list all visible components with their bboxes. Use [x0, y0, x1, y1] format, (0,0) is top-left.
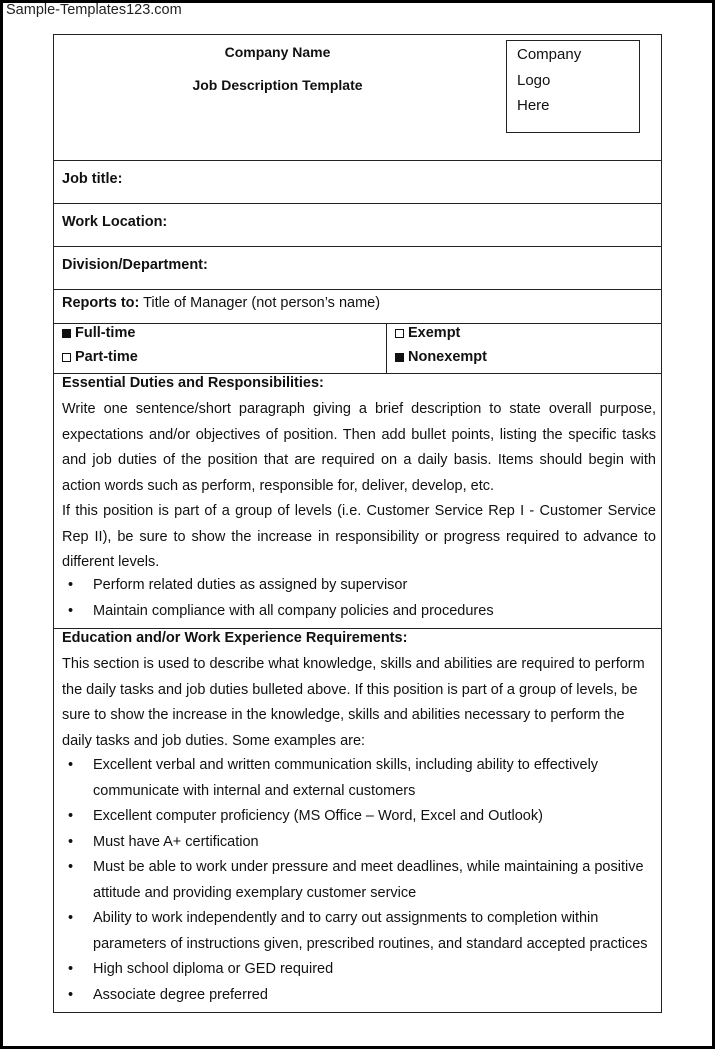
- employment-type-row: [54, 324, 661, 374]
- bullet-icon: •: [68, 577, 74, 593]
- logo-line-3: Here: [517, 97, 550, 114]
- logo-line-1: Company: [517, 46, 582, 63]
- part-time-checkbox[interactable]: [62, 349, 138, 365]
- bullet-icon: •: [68, 986, 74, 1003]
- education-requirements-section: [54, 629, 661, 1011]
- list-item: [62, 830, 656, 856]
- list-item: [62, 906, 656, 957]
- full-time-label: Full-time: [75, 325, 136, 341]
- bullet-icon: •: [68, 833, 74, 850]
- exempt-label: Exempt: [408, 325, 461, 341]
- bullet-icon: •: [68, 808, 74, 824]
- education-requirements-list: [62, 753, 656, 1008]
- essential-duties-paragraph-1: Write one sentence/short paragraph giving a brief description to state overall purpose, expectations and/or objectives of position. Then add bullet points, listing the specific tasks and job duties of the position that are required on a daily basis. Items should begin with action words such as perform, responsible for, deliver, develop, etc.: [62, 401, 656, 494]
- reports-to-label-text: Reports to:: [62, 295, 140, 311]
- division-department-field[interactable]: [54, 247, 661, 290]
- bullet-icon: •: [68, 961, 74, 977]
- reports-to-field[interactable]: [54, 290, 661, 324]
- company-name: Company Name: [224, 44, 331, 60]
- list-item: [62, 957, 656, 983]
- essential-duties-paragraph-2: If this position is part of a group of levels (i.e. Customer Service Rep I - Customer Service Rep II), be sure to show the increase in responsibility or progress required to advance to different levels.: [62, 503, 656, 570]
- column-divider: [386, 324, 387, 373]
- unchecked-box-icon: [395, 329, 404, 338]
- essential-duties-list: [62, 573, 656, 624]
- job-description-form: [53, 34, 662, 1013]
- checked-box-icon: [62, 329, 71, 338]
- nonexempt-checkbox[interactable]: [395, 349, 487, 365]
- list-item-text: Ability to work independently and to carry out assignments to completion within parameters of instructions given, prescribed routines, and standard accepted practices: [93, 910, 648, 952]
- template-title: Job Description Template: [192, 77, 363, 93]
- list-item: [62, 753, 656, 804]
- list-item: [62, 855, 656, 906]
- list-item-text: Must be able to work under pressure and meet deadlines, while maintaining a positive attitude and providing exemplary customer service: [93, 859, 644, 901]
- list-item: [62, 599, 656, 625]
- list-item-text: Associate degree preferred: [93, 986, 268, 1003]
- part-time-label: Part-time: [75, 349, 138, 365]
- reports-to-value: Title of Manager (not person’s name): [139, 295, 381, 311]
- header-row: [54, 35, 661, 161]
- list-item-text: High school diploma or GED required: [93, 961, 334, 977]
- essential-duties-title: Essential Duties and Responsibilities:: [62, 375, 324, 391]
- nonexempt-label: Nonexempt: [408, 349, 487, 365]
- bullet-icon: •: [68, 757, 74, 773]
- list-item-text: Perform related duties as assigned by supervisor: [93, 577, 408, 593]
- list-item-text: Maintain compliance with all company policies and procedures: [93, 602, 494, 619]
- company-logo-placeholder: [506, 40, 640, 133]
- work-location-label: Work Location:: [62, 214, 168, 230]
- list-item: [62, 573, 656, 599]
- essential-duties-section: [54, 374, 661, 629]
- list-item-text: Excellent computer proficiency (MS Office – Word, Excel and Outlook): [93, 808, 543, 824]
- list-item-text: Excellent verbal and written communication skills, including ability to effectively communicate with internal and external customers: [93, 757, 599, 799]
- exempt-checkbox[interactable]: [395, 325, 460, 341]
- logo-line-2: Logo: [517, 72, 551, 89]
- reports-to-label: [62, 295, 380, 311]
- full-time-checkbox[interactable]: [62, 325, 135, 341]
- education-requirements-paragraph: This section is used to describe what knowledge, skills and abilities are required to perform the daily tasks and job duties bulleted above. If this position is part of a group of levels, be sure to show the increase in the knowledge, skills and abilities necessary to perform the daily tasks and job duties. Some examples are:: [62, 656, 645, 749]
- job-title-label: Job title:: [62, 171, 123, 187]
- list-item-text: Must have A+ certification: [93, 833, 259, 850]
- watermark: Sample-Templates123.com: [6, 2, 182, 18]
- education-requirements-title: Education and/or Work Experience Requirements:: [62, 630, 408, 646]
- bullet-icon: •: [68, 910, 74, 926]
- list-item: [62, 804, 656, 830]
- division-department-label: Division/Department:: [62, 257, 208, 273]
- list-item: [62, 983, 656, 1009]
- job-title-field[interactable]: [54, 161, 661, 204]
- unchecked-box-icon: [62, 353, 71, 362]
- work-location-field[interactable]: [54, 204, 661, 247]
- bullet-icon: •: [68, 859, 74, 875]
- checked-box-icon: [395, 353, 404, 362]
- bullet-icon: •: [68, 602, 74, 619]
